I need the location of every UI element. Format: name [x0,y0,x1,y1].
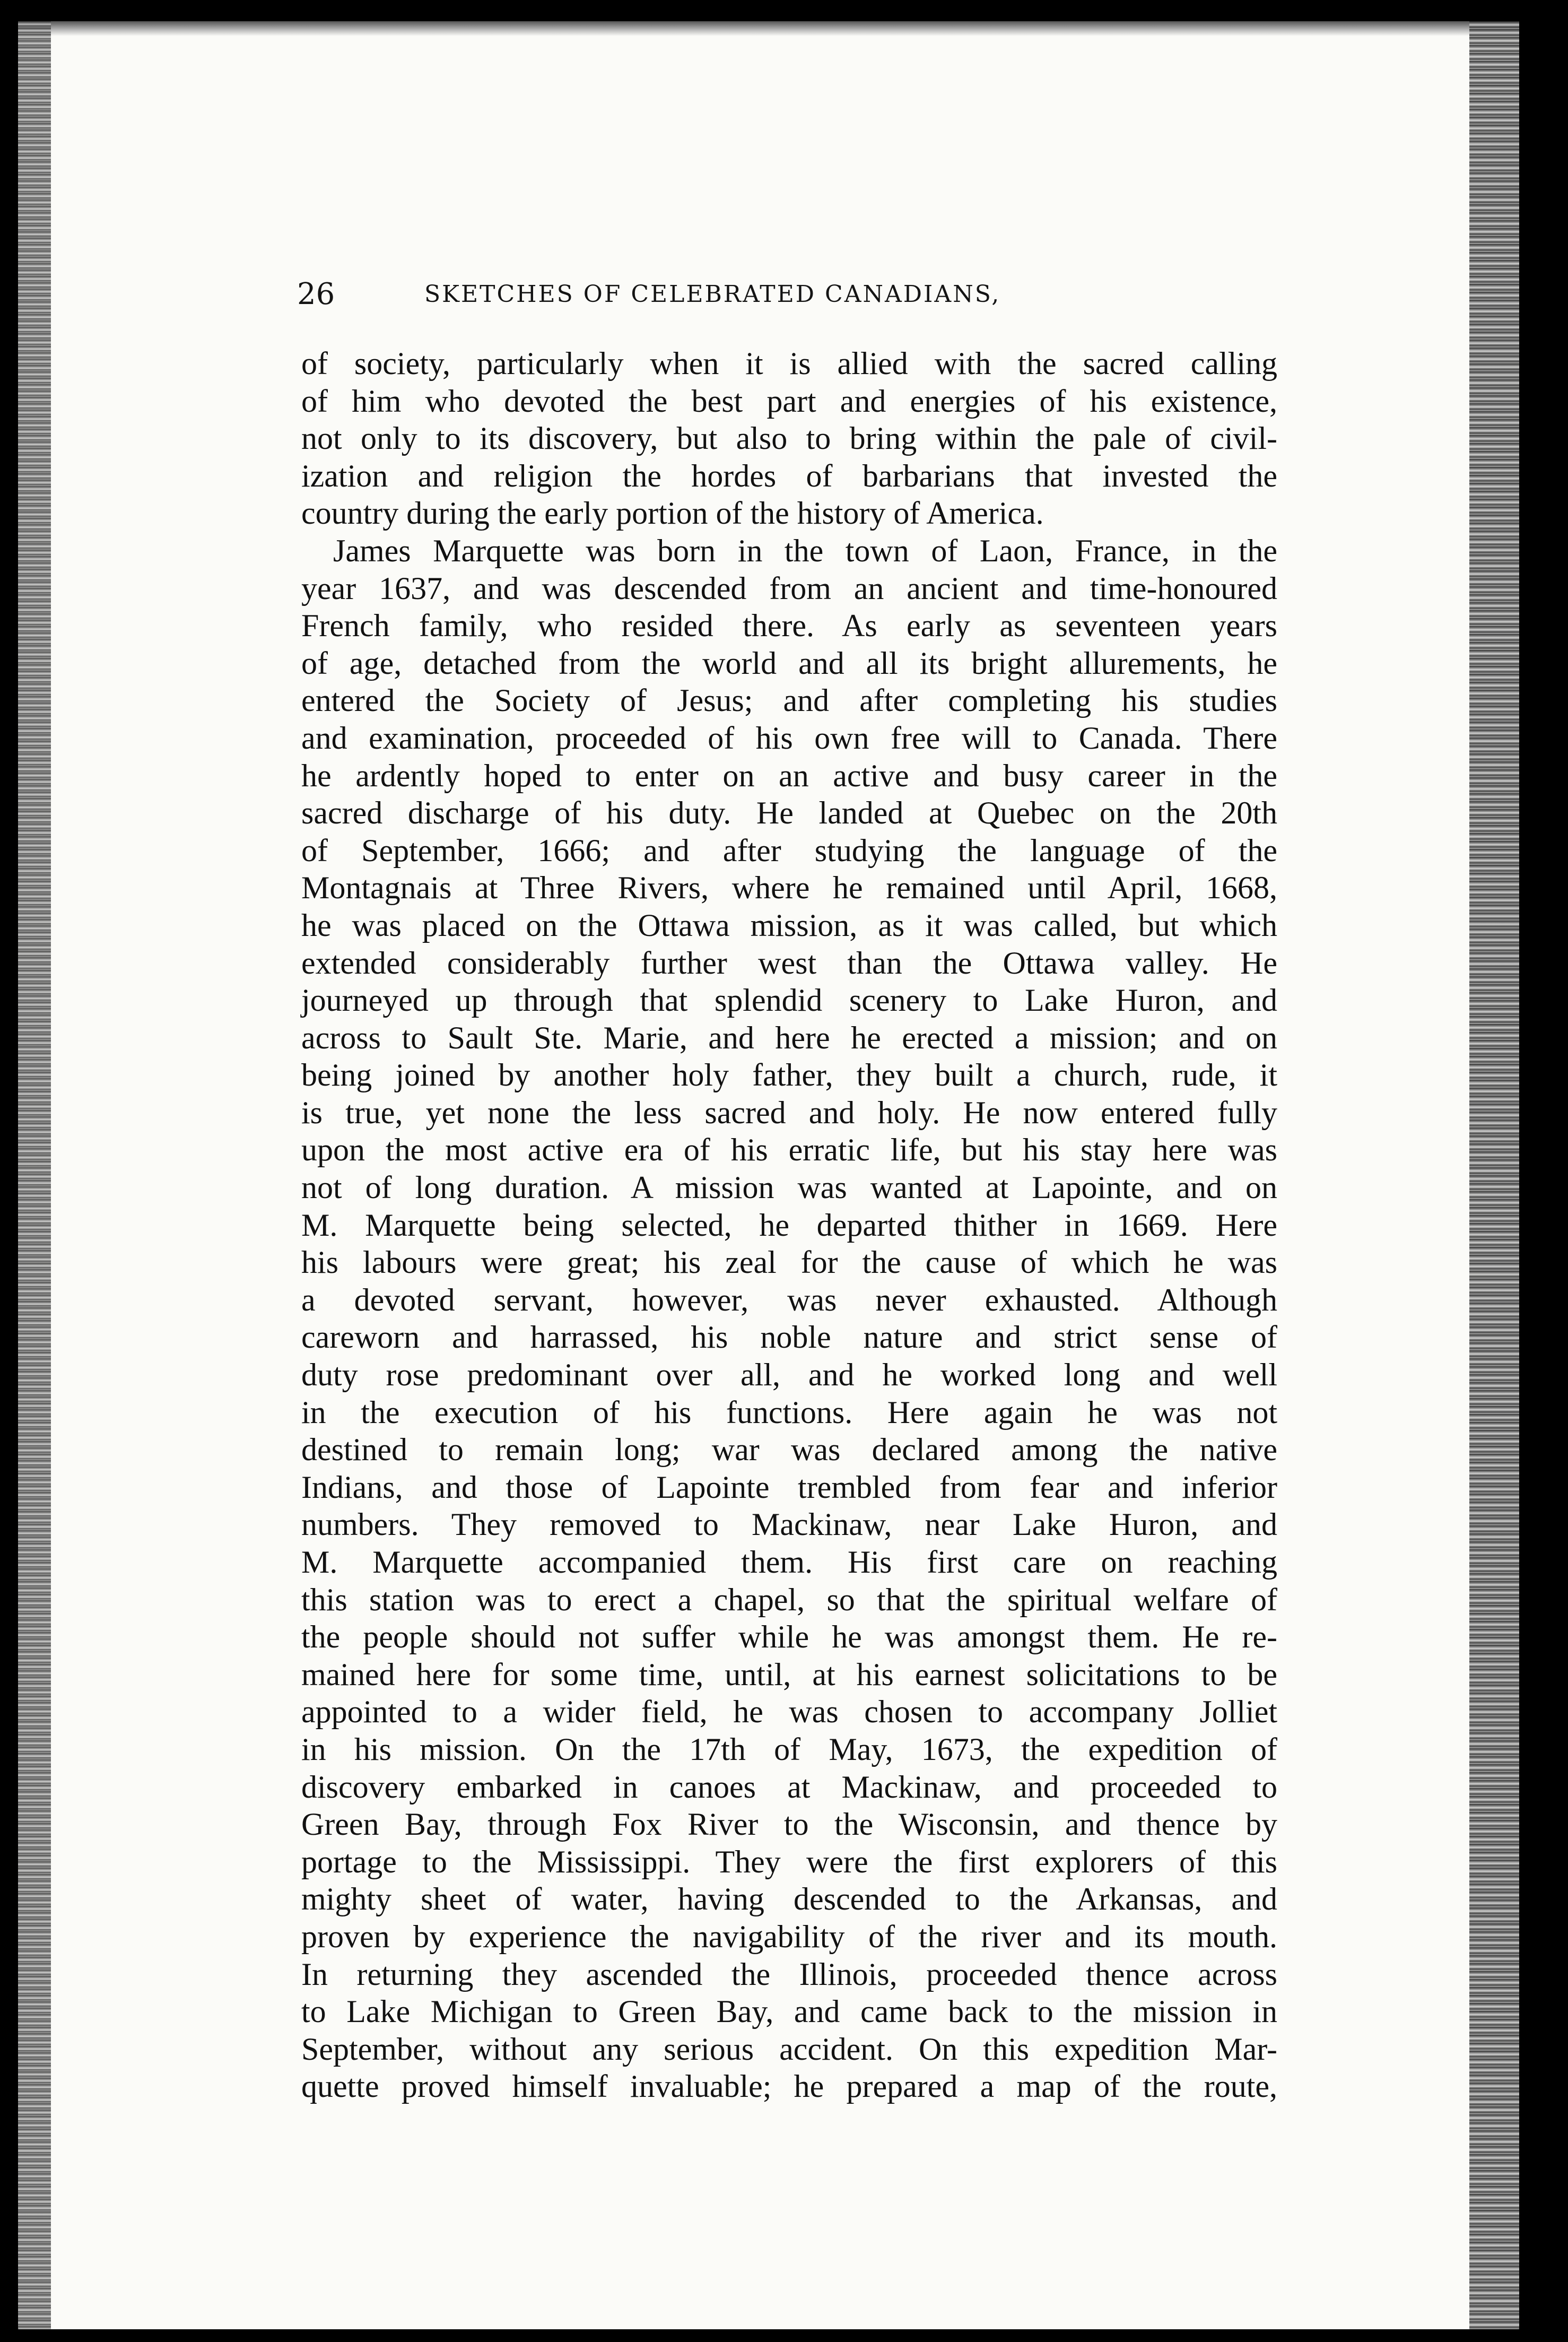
page-top-edge [18,21,1519,36]
text-line: this station was to erect a chapel, so that the spiritual welfare of [301,1582,1277,1617]
text-line: appointed to a wider field, he was chosen to accompany Jolliet [301,1694,1277,1730]
text-line: Montagnais at Three Rivers, where he remained until April, 1668, [301,870,1277,906]
text-line: James Marquette was born in the town of Laon, France, in the [333,533,1277,568]
text-line: Green Bay, through Fox River to the Wisconsin, and thence by [301,1807,1277,1842]
text-line: ization and religion the hordes of barbarians that invested the [301,458,1277,493]
text-line: September, without any serious accident. On this expedition Mar- [301,2031,1277,2067]
text-line: not only to its discovery, but also to bring within the pale of civil- [301,421,1277,456]
text-line: destined to remain long; war was declared among the native [301,1432,1277,1468]
text-line: a devoted servant, however, was never exhausted. Although [301,1282,1277,1317]
page-header [297,271,1172,318]
text-line: in the execution of his functions. Here again he was not [301,1394,1277,1430]
text-line: mighty sheet of water, having descended to the Arkansas, and [301,1881,1277,1917]
text-line: his labours were great; his zeal for the cause of which he was [301,1245,1277,1280]
text-line: to Lake Michigan to Green Bay, and came back to the mission in [301,1994,1277,2029]
text-line: M. Marquette being selected, he departed thither in 1669. Here [301,1207,1277,1243]
text-line: is true, yet none the less sacred and holy. He now entered fully [301,1095,1277,1130]
text-line: proven by experience the navigability of the river and its mouth. [301,1919,1277,1954]
text-line: country during the early portion of the history of America. [301,496,1044,531]
text-line: numbers. They removed to Mackinaw, near Lake Huron, and [301,1507,1277,1542]
text-line: he ardently hoped to enter on an active and busy career in the [301,758,1277,793]
text-line: duty rose predominant over all, and he worked long and well [301,1357,1277,1393]
text-line: In returning they ascended the Illinois, proceeded thence across [301,1956,1277,1992]
text-line: upon the most active era of his erratic life, but his stay here was [301,1132,1277,1168]
text-line: of him who devoted the best part and energies of his existence, [301,383,1277,419]
text-line: year 1637, and was descended from an ancient and time-honoured [301,570,1277,606]
text-line: the people should not suffer while he was amongst them. He re- [301,1619,1277,1655]
text-line: he was placed on the Ottawa mission, as it was called, but which [301,907,1277,943]
text-line: entered the Society of Jesus; and after completing his studies [301,683,1277,718]
page-left-edge [18,21,51,2329]
text-line: M. Marquette accompanied them. His first care on reaching [301,1545,1277,1580]
text-line: being joined by another holy father, they built a church, rude, it [301,1057,1277,1093]
text-line: sacred discharge of his duty. He landed at Quebec on the 20th [301,795,1277,831]
text-line: discovery embarked in canoes at Mackinaw, and proceeded to [301,1769,1277,1805]
text-line: mained here for some time, until, at his earnest solicitations to be [301,1656,1277,1692]
running-title: SKETCHES OF CELEBRATED CANADIANS, [424,281,1001,308]
text-line: across to Sault Ste. Marie, and here he erected a mission; and on [301,1020,1277,1055]
text-line: French family, who resided there. As early as seventeen years [301,608,1277,644]
body-text [301,345,1277,2105]
text-line: of September, 1666; and after studying the language of the [301,832,1277,868]
text-line: of age, detached from the world and all its bright allurements, he [301,645,1277,681]
text-line: not of long duration. A mission was wanted at Lapointe, and on [301,1170,1277,1205]
text-line: careworn and harrassed, his noble nature and strict sense of [301,1320,1277,1355]
text-line: quette proved himself invaluable; he prepared a map of the route, [301,2069,1277,2104]
text-line: journeyed up through that splendid scenery to Lake Huron, and [301,983,1277,1018]
page-right-edge [1469,21,1519,2329]
text-line: extended considerably further west than the Ottawa valley. He [301,945,1277,981]
text-line: Indians, and those of Lapointe trembled from fear and inferior [301,1469,1277,1505]
text-line: portage to the Mississippi. They were the first explorers of this [301,1844,1277,1879]
page-number: 26 [297,277,335,311]
text-line: of society, particularly when it is allied with the sacred calling [301,346,1277,381]
text-line: in his mission. On the 17th of May, 1673, the expedition of [301,1731,1277,1767]
text-line: and examination, proceeded of his own free will to Canada. There [301,720,1277,756]
